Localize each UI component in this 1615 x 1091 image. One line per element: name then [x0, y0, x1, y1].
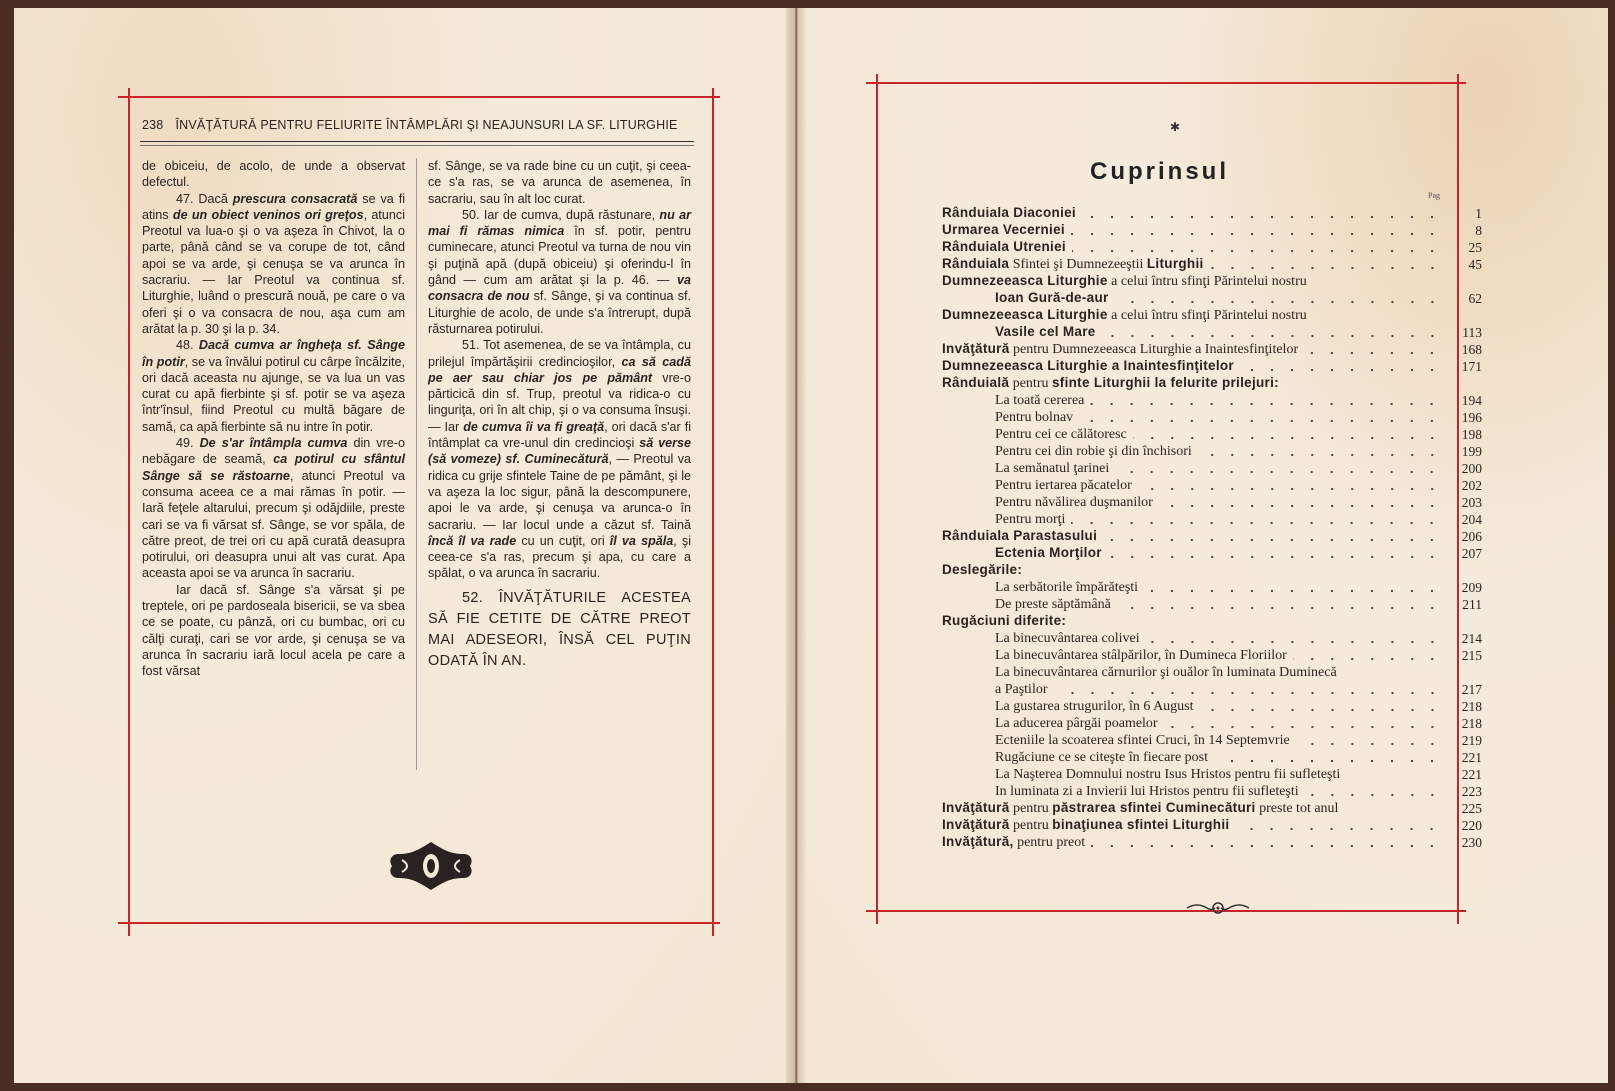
toc-entry	[942, 732, 1482, 749]
toc-entry	[942, 715, 1482, 732]
body-text: , atunci Preotul va consuma aceea ce a mai rămas în potir. — Iară feţele altarului, precum şi odăjdiile, preste cari se va fi vărsat sf. Sânge, se vor spăla, de către preot, de trei ori cu apă curată deasupra potirului, ori deasupra unui alt vas curat. Apa aceasta apoi se va arunca în sacrariu.	[142, 468, 405, 581]
toc-entry-title	[942, 647, 1287, 664]
dot-leader	[1115, 294, 1442, 304]
emphasis-text: îl va spăla	[609, 533, 674, 548]
dot-leader	[1071, 226, 1442, 236]
toc-entry	[942, 205, 1482, 222]
toc-entry	[942, 664, 1482, 681]
paragraph	[142, 337, 405, 435]
plain-text: In luminata zi a Invierii lui Hristos pentru fii sufleteşti	[995, 784, 1299, 799]
toc-entry	[942, 647, 1482, 664]
toc-page-number: 198	[1461, 427, 1482, 442]
toc-entry	[942, 443, 1482, 460]
plain-text: La binecuvântarea stâlpărilor, în Dumineca Floriilor	[995, 648, 1287, 663]
pag-label: Pag	[1428, 191, 1440, 200]
body-text: cu un cuţit, ori	[516, 533, 610, 548]
toc-page-number: 45	[1468, 257, 1482, 272]
plain-text: Rugăciune ce se citeşte în fiecare post	[995, 750, 1209, 765]
body-text: în sf. potir, pentru cuminecare, atunci Preotul va turna de nou vin şi puţină apă (după obiceiu) şi oferindu-l în gând — cum am arătat şi la p. 46. —	[428, 224, 691, 288]
ornament-vignette-icon	[388, 840, 474, 892]
star-mark-icon: ✱	[1170, 120, 1181, 134]
dot-leader	[1198, 447, 1442, 457]
frame-line-left	[128, 88, 130, 936]
toc-entry-title	[942, 272, 1307, 290]
dot-leader	[1304, 345, 1442, 355]
toc-entry-title	[942, 681, 1048, 698]
toc-entry	[942, 494, 1482, 511]
bold-text: Rânduiala Utreniei	[942, 239, 1066, 254]
bold-text: Dumnezeeasca Liturghie a Inaintesfinţitelor	[942, 358, 1234, 373]
toc-entry-title	[942, 799, 1338, 817]
toc-page-number: 196	[1461, 410, 1482, 425]
toc-entry-title	[942, 306, 1307, 324]
emphasis-text: să verse (să vomeze) sf. Cuminecătură	[428, 436, 691, 467]
toc-entry	[942, 596, 1482, 613]
bold-text: Dumnezeeasca Liturghie	[942, 307, 1108, 322]
frame-line-right	[712, 88, 714, 936]
toc-entry-title	[942, 323, 1096, 341]
toc-page-number: 62	[1468, 291, 1482, 306]
toc-page-number: 204	[1461, 512, 1482, 527]
toc-entry-title	[942, 732, 1290, 749]
table-of-contents	[942, 205, 1482, 851]
dot-leader	[1146, 634, 1442, 644]
dot-leader	[1117, 600, 1442, 610]
bold-text: Rânduiala Diaconiei	[942, 205, 1076, 220]
book-gutter	[786, 8, 806, 1083]
dot-leader	[1090, 396, 1442, 406]
emphasis-text: ca să cadă pe aer sau chiar jos pe pământ	[428, 354, 691, 385]
plain-text: Ecteniile la scoaterea sfintei Cruci, în 14 Septemvrie	[995, 733, 1290, 748]
body-text: de obiceiu, de acolo, de unde a observat defectul.	[142, 159, 405, 190]
toc-entry-title	[942, 238, 1066, 256]
dot-leader	[1293, 651, 1442, 661]
toc-entry-title	[942, 460, 1109, 477]
toc-entry	[942, 358, 1482, 375]
dot-leader	[1071, 515, 1442, 525]
toc-page-number: 225	[1461, 801, 1482, 816]
body-text: din vre-o nebăgare de seamă,	[142, 436, 406, 467]
toc-entry-title	[942, 766, 1340, 783]
toc-entry-title	[942, 477, 1132, 494]
dot-leader	[1240, 362, 1442, 372]
plain-text: a celui întru sfinţi Părintelui nostru	[1107, 274, 1307, 289]
plain-text: La binecuvântarea cărnurilor şi ouălor în luminata Duminecă	[995, 665, 1337, 680]
toc-page-number: 221	[1461, 750, 1482, 765]
emphasis-text: Dacă cumva ar îngheţa sf. Sânge în potir	[142, 338, 405, 369]
toc-entry	[942, 681, 1482, 698]
plain-text: a Paştilor	[995, 682, 1048, 697]
bold-text: Invăţătură	[942, 341, 1010, 356]
frame-line-bottom	[866, 910, 1466, 912]
toc-page-number: 8	[1475, 223, 1482, 238]
toc-entry-title	[942, 630, 1140, 647]
toc-page-number: 1	[1475, 206, 1482, 221]
plain-text: Pentru iertarea păcatelor	[995, 478, 1132, 493]
frame-line-top	[118, 96, 720, 98]
dot-leader	[1235, 821, 1442, 831]
toc-page-number: 223	[1461, 784, 1482, 799]
toc-page-number: 219	[1461, 733, 1482, 748]
body-text: 47. Dacă	[176, 191, 233, 206]
toc-entry-title	[942, 357, 1234, 375]
toc-entry	[942, 834, 1482, 851]
plain-text: La toată cererea	[995, 393, 1085, 408]
dot-leader	[1054, 685, 1443, 695]
plain-text: pentru	[1009, 801, 1053, 816]
body-text: 52. ÎNVĂŢĂTURILE ACESTEA SĂ FIE CETITE DE CĂTRE PREOT MAI ADESEORI, ÎNSĂ CEL PUŢIN ODATĂ ÎN AN.	[428, 589, 691, 669]
paragraph	[428, 207, 691, 337]
toc-entry-title	[942, 511, 1065, 528]
toc-entry	[942, 698, 1482, 715]
bold-text: Invăţătură,	[942, 834, 1014, 849]
paragraph	[428, 588, 691, 672]
plain-text: La aducerea pârgăi poamelor	[995, 716, 1158, 731]
dot-leader	[1108, 549, 1442, 559]
toc-entry-title	[942, 596, 1111, 613]
dot-leader	[1091, 838, 1442, 848]
body-text: Iar dacă sf. Sânge s'a vărsat şi pe treptele, ori pe pardoseala bisericii, se va sbea ce se poate, cu pânză, ori cu bumbac, ori cu călţi curaţi, cari se vor arde, şi cenuşa se va arunca în sacrariu iară locul acela pe care a fost vărsat	[142, 582, 405, 679]
frame-line-top	[866, 82, 1466, 84]
dot-leader	[1102, 328, 1442, 338]
plain-text: pentru	[1009, 376, 1052, 391]
dot-leader	[1115, 464, 1442, 474]
frame-line-bottom	[118, 922, 720, 924]
paragraph	[428, 337, 691, 581]
toc-entry	[942, 375, 1482, 392]
emphasis-text: prescura consacrată	[232, 191, 358, 206]
paragraph	[142, 158, 405, 191]
paragraph	[428, 158, 691, 207]
running-header	[142, 118, 692, 132]
plain-text: pentru Dumnezeeasca Liturghie a Inaintesfinţitelor	[1009, 342, 1299, 357]
toc-page-number: 199	[1461, 444, 1482, 459]
toc-entry	[942, 460, 1482, 477]
plain-text: Pentru năvălirea duşmanilor	[995, 495, 1153, 510]
toc-entry	[942, 392, 1482, 409]
plain-text: pentru preot	[1013, 835, 1086, 850]
bold-text: Invăţătură	[942, 800, 1010, 815]
body-text: 51. Tot asemenea, de se va întâmpla, cu prilejul împărtăşirii credincioşilor,	[428, 338, 691, 369]
frame-line-left	[876, 74, 878, 924]
bold-text: Dumnezeeasca Liturghie	[942, 273, 1108, 288]
toc-entry-title	[942, 579, 1138, 596]
dot-leader	[1200, 702, 1442, 712]
toc-entry	[942, 273, 1482, 290]
toc-entry-title	[942, 561, 1022, 579]
dot-leader	[1305, 787, 1442, 797]
toc-page-number: 168	[1461, 342, 1482, 357]
plain-text: La serbătorile împărăteşti	[995, 580, 1139, 595]
emphasis-text: încă îl va rade	[428, 533, 517, 548]
plain-text: Sfintei şi Dumnezeeştii	[1009, 257, 1147, 272]
running-head-title: ÎNVĂŢĂTURĂ PENTRU FELIURITE ÎNTÂMPLĂRI ŞI NEAJUNSURI LA SF. LITURGHIE	[175, 118, 678, 132]
bold-text: Ioan Gură-de-aur	[995, 290, 1109, 305]
body-text: vre-o părticică din sf. Trup, preotul va ridica-o cu linguriţa, ori în alt chip, şi o va consuma însuşi. — Iar	[428, 370, 691, 434]
toc-entry	[942, 528, 1482, 545]
toc-entry-title	[942, 494, 1153, 511]
emphasis-text: ca potirul cu sfântul Sânge să se răstoarne	[142, 452, 405, 483]
toc-page-number: 221	[1461, 767, 1482, 782]
toc-entry-title	[942, 204, 1076, 222]
dot-leader	[1214, 753, 1442, 763]
toc-entry	[942, 409, 1482, 426]
body-text: sf. Sânge, şi va continua sf. Liturghie de acolo, de unde s'a întrerupt, după răsturnarea potirului.	[428, 289, 691, 336]
toc-page-number: 206	[1461, 529, 1482, 544]
toc-entry-title	[942, 289, 1109, 307]
toc-page-number: 215	[1461, 648, 1482, 663]
toc-entry	[942, 256, 1482, 273]
toc-page-number: 217	[1461, 682, 1482, 697]
toc-page-number: 203	[1461, 495, 1482, 510]
bold-text: păstrarea sfintei Cuminecături	[1052, 800, 1256, 815]
bold-text: Rânduiala	[942, 256, 1010, 271]
toc-title: Cuprinsul	[1090, 158, 1229, 185]
toc-entry	[942, 783, 1482, 800]
toc-page-number: 113	[1462, 325, 1482, 340]
body-text: , şi ceea-ce s'a ras, precum şi apa, cu care a spălat, o va arunca în sacrariu.	[428, 533, 692, 581]
toc-page-number: 207	[1461, 546, 1482, 561]
body-text: 49.	[176, 436, 200, 451]
toc-entry	[942, 613, 1482, 630]
bold-text: Ectenia Morţilor	[995, 545, 1102, 560]
bold-text: Vasile cel Mare	[995, 324, 1096, 339]
toc-entry	[942, 477, 1482, 494]
toc-entry	[942, 579, 1482, 596]
emphasis-text: va consacra de nou	[428, 273, 691, 304]
bold-text: Invăţătură	[942, 817, 1010, 832]
plain-text: a celui întru sfinţi Părintelui nostru	[1107, 308, 1307, 323]
text-column-2	[428, 158, 691, 672]
toc-page-number: 218	[1461, 716, 1482, 731]
plain-text: Pentru morţi	[995, 512, 1066, 527]
dot-leader	[1159, 498, 1442, 508]
toc-entry-title	[942, 527, 1097, 545]
toc-entry-title	[942, 833, 1085, 851]
emphasis-text: nu ar mai fi rămas nimica	[428, 207, 691, 239]
toc-entry	[942, 749, 1482, 766]
plain-text: La binecuvântarea colivei	[995, 631, 1140, 646]
body-text: , ori dacă s'ar fi întâmplat ca vre-unul din credincioşi	[428, 419, 691, 451]
paragraph	[142, 435, 405, 582]
toc-page-number: 209	[1461, 580, 1482, 595]
toc-entry-title	[942, 749, 1208, 766]
body-text: , atunci Preotul va lua-o şi o va aşeza în Chivot, la o parte, până când se va corupe de tot, când apoi se va arde, şi cenuşa se va arunca în sacrariu. — Iar Preotul va continua sf. Liturghie, luând o prescură nouă, pe care o va oferi şi o va consacra de nou, aşa cum am arătat la p. 30 şi la p. 34.	[142, 207, 405, 336]
dot-leader	[1079, 413, 1442, 423]
bold-text: Rânduială	[942, 375, 1010, 390]
toc-page-number: 25	[1468, 240, 1482, 255]
toc-page-number: 202	[1461, 478, 1482, 493]
header-rule	[140, 141, 694, 146]
dot-leader	[1210, 260, 1442, 270]
bold-text: Rânduiala Parastasului	[942, 528, 1098, 543]
toc-entry-title	[942, 715, 1158, 732]
toc-page-number: 214	[1461, 631, 1482, 646]
bold-text: binaţiunea sfintei Liturghii	[1052, 817, 1230, 832]
toc-page-number: 211	[1462, 597, 1482, 612]
toc-entry-title	[942, 221, 1065, 239]
toc-entry	[942, 426, 1482, 443]
toc-entry	[942, 766, 1482, 783]
toc-entry	[942, 341, 1482, 358]
toc-entry-title	[942, 340, 1298, 358]
paragraph	[142, 191, 405, 338]
toc-entry	[942, 222, 1482, 239]
bold-text: sfinte Liturghii la felurite prilejuri:	[1051, 375, 1279, 390]
toc-entry-title	[942, 612, 1066, 630]
body-text: 48.	[176, 338, 199, 353]
toc-entry-title	[942, 783, 1299, 800]
ornament-flourish-icon	[1185, 900, 1251, 916]
toc-entry-title	[942, 664, 1337, 681]
toc-entry	[942, 511, 1482, 528]
toc-page-number: 194	[1461, 393, 1482, 408]
toc-entry-title	[942, 443, 1192, 460]
body-text: se va fi atins	[142, 191, 405, 222]
dot-leader	[1144, 583, 1442, 593]
emphasis-text: de cumva îi va fi greaţă	[463, 419, 605, 434]
toc-entry	[942, 562, 1482, 579]
toc-page-number: 220	[1461, 818, 1482, 833]
toc-entry-title	[942, 255, 1204, 273]
toc-page-number: 200	[1461, 461, 1482, 476]
bold-text: Deslegările:	[942, 562, 1023, 577]
toc-entry	[942, 239, 1482, 256]
body-text: , se va învălui potirul cu cârpe încălzite, ori dacă aceasta nu ajunge, se va lua un vas curat cu apă fierbinte şi sf. potir se va aşeza într'însul, fiind Preotul cu multă băgare de samă, ca apă fierbinte să nu intre în potir.	[142, 354, 406, 434]
emphasis-text: de un obiect veninos ori greţos	[172, 207, 364, 222]
body-text: sf. Sânge, se va rade bine cu un cuţit, şi ceea-ce s'a ras, se va arunca de asemenea, în sacrariu, sau în alt loc curat.	[428, 159, 691, 206]
toc-page-number: 218	[1461, 699, 1482, 714]
toc-entry-title	[942, 409, 1073, 426]
toc-entry	[942, 630, 1482, 647]
column-divider	[416, 158, 417, 770]
toc-page-number: 230	[1461, 835, 1482, 850]
toc-entry-title	[942, 392, 1084, 409]
body-text: , — Preotul va ridica cu grije sfintele Taine de pe pământ, şi le va aşeza la loc sigur, până la descompunere, apoi le va arde, şi cenuşa va arunca-o în sacrariu. — Iar locul unde a căzut sf. Taină	[428, 452, 691, 532]
text-column-1	[142, 158, 405, 680]
toc-entry-title	[942, 374, 1279, 392]
toc-entry	[942, 545, 1482, 562]
toc-entry-title	[942, 698, 1194, 715]
bold-text: Liturghii	[1146, 256, 1204, 271]
plain-text: pentru	[1009, 818, 1053, 833]
plain-text: La gustarea strugurilor, în 6 August	[995, 699, 1194, 714]
toc-entry-title	[942, 816, 1229, 834]
toc-entry	[942, 800, 1482, 817]
toc-entry	[942, 290, 1482, 307]
toc-entry-title	[942, 426, 1127, 443]
dot-leader	[1103, 532, 1442, 542]
dot-leader	[1133, 430, 1442, 440]
dot-leader	[1072, 243, 1442, 253]
toc-entry	[942, 324, 1482, 341]
paragraph	[142, 582, 405, 680]
toc-entry	[942, 817, 1482, 834]
dot-leader	[1164, 719, 1442, 729]
plain-text: De preste săptămână	[995, 597, 1111, 612]
dot-leader	[1082, 209, 1442, 219]
plain-text: La Naşterea Domnului nostru Isus Hristos pentru fii sufleteşti	[995, 767, 1341, 782]
plain-text: Pentru cei ce călătoresc	[995, 427, 1127, 442]
plain-text: La semănatul ţarinei	[995, 461, 1110, 476]
toc-entry-title	[942, 544, 1102, 562]
body-text: 50. Iar de cumva, după răstunare,	[462, 207, 660, 222]
plain-text: Pentru cei din robie şi din închisori	[995, 444, 1192, 459]
toc-entry	[942, 307, 1482, 324]
dot-leader	[1138, 481, 1442, 491]
bold-text: Urmarea Vecerniei	[942, 222, 1065, 237]
bold-text: Rugăciuni diferite:	[942, 613, 1067, 628]
plain-text: preste tot anul	[1255, 801, 1339, 816]
toc-page-number: 171	[1461, 359, 1482, 374]
plain-text: Pentru bolnav	[995, 410, 1074, 425]
dot-leader	[1296, 736, 1442, 746]
emphasis-text: De s'ar întâmpla cumva	[199, 436, 348, 451]
page-number: 238	[142, 118, 164, 132]
